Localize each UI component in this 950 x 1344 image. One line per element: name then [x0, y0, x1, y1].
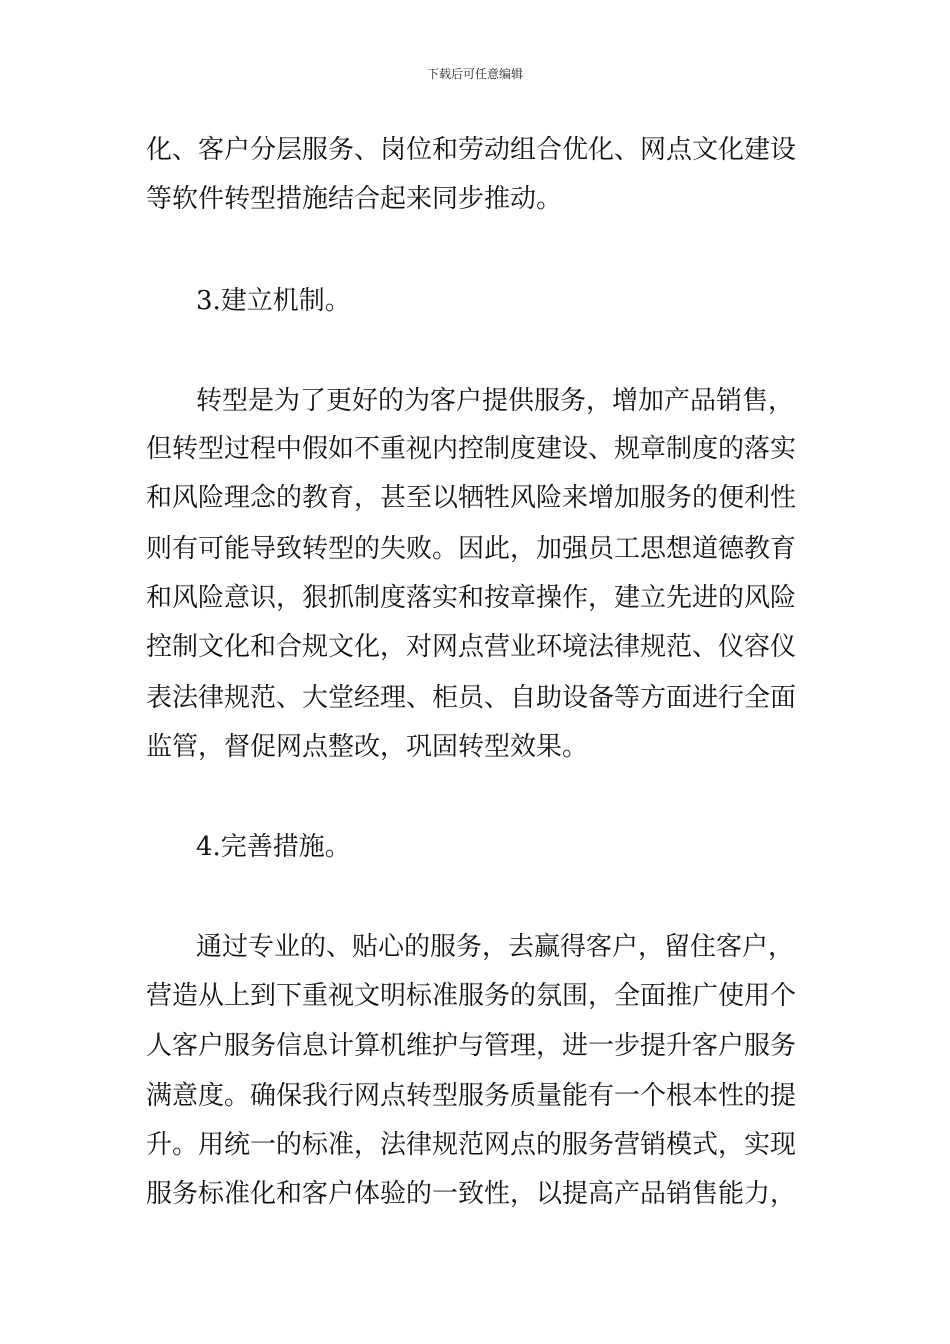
paragraph-line: 监管，督促网点整改，巩固转型效果。: [146, 732, 589, 762]
paragraph-line: 升。用统一的标准，法律规范网点的服务营销模式，实现: [146, 1130, 797, 1160]
paragraph-line: 转型是为了更好的为客户提供服务，增加产品销售，: [196, 386, 795, 416]
paragraph-line: 表法律规范、大堂经理、柜员、自助设备等方面进行全面: [146, 683, 797, 713]
paragraph-line: 控制文化和合规文化，对网点营业环境法律规范、仪容仪: [146, 632, 797, 662]
paragraph-line: 化、客户分层服务、岗位和劳动组合优化、网点文化建设: [146, 135, 797, 165]
paragraph-line: 和风险意识，狠抓制度落实和按章操作，建立先进的风险: [146, 583, 797, 613]
paragraph-line: 人客户服务信息计算机维护与管理，进一步提升客户服务: [146, 1031, 797, 1061]
page-header-note: 下载后可任意编辑: [426, 67, 523, 81]
paragraph-line: 营造从上到下重视文明标准服务的氛围，全面推广使用个: [146, 981, 797, 1011]
paragraph-line: 等软件转型措施结合起来同步推动。: [146, 184, 563, 214]
paragraph-line: 则有可能导致转型的失败。因此，加强员工思想道德教育: [146, 534, 797, 564]
paragraph-line: 和风险理念的教育，甚至以牺牲风险来增加服务的便利性: [146, 483, 797, 513]
paragraph-line: 通过专业的、贴心的服务，去赢得客户，留住客户，: [196, 932, 795, 962]
section-heading-4: 4.完善措施。: [196, 832, 351, 862]
paragraph-line: 但转型过程中假如不重视内控制度建设、规章制度的落实: [146, 434, 797, 464]
paragraph-line: 满意度。确保我行网点转型服务质量能有一个根本性的提: [146, 1081, 797, 1111]
section-heading-3: 3.建立机制。: [196, 286, 351, 316]
paragraph-line: 服务标准化和客户体验的一致性，以提高产品销售能力，: [146, 1179, 797, 1209]
